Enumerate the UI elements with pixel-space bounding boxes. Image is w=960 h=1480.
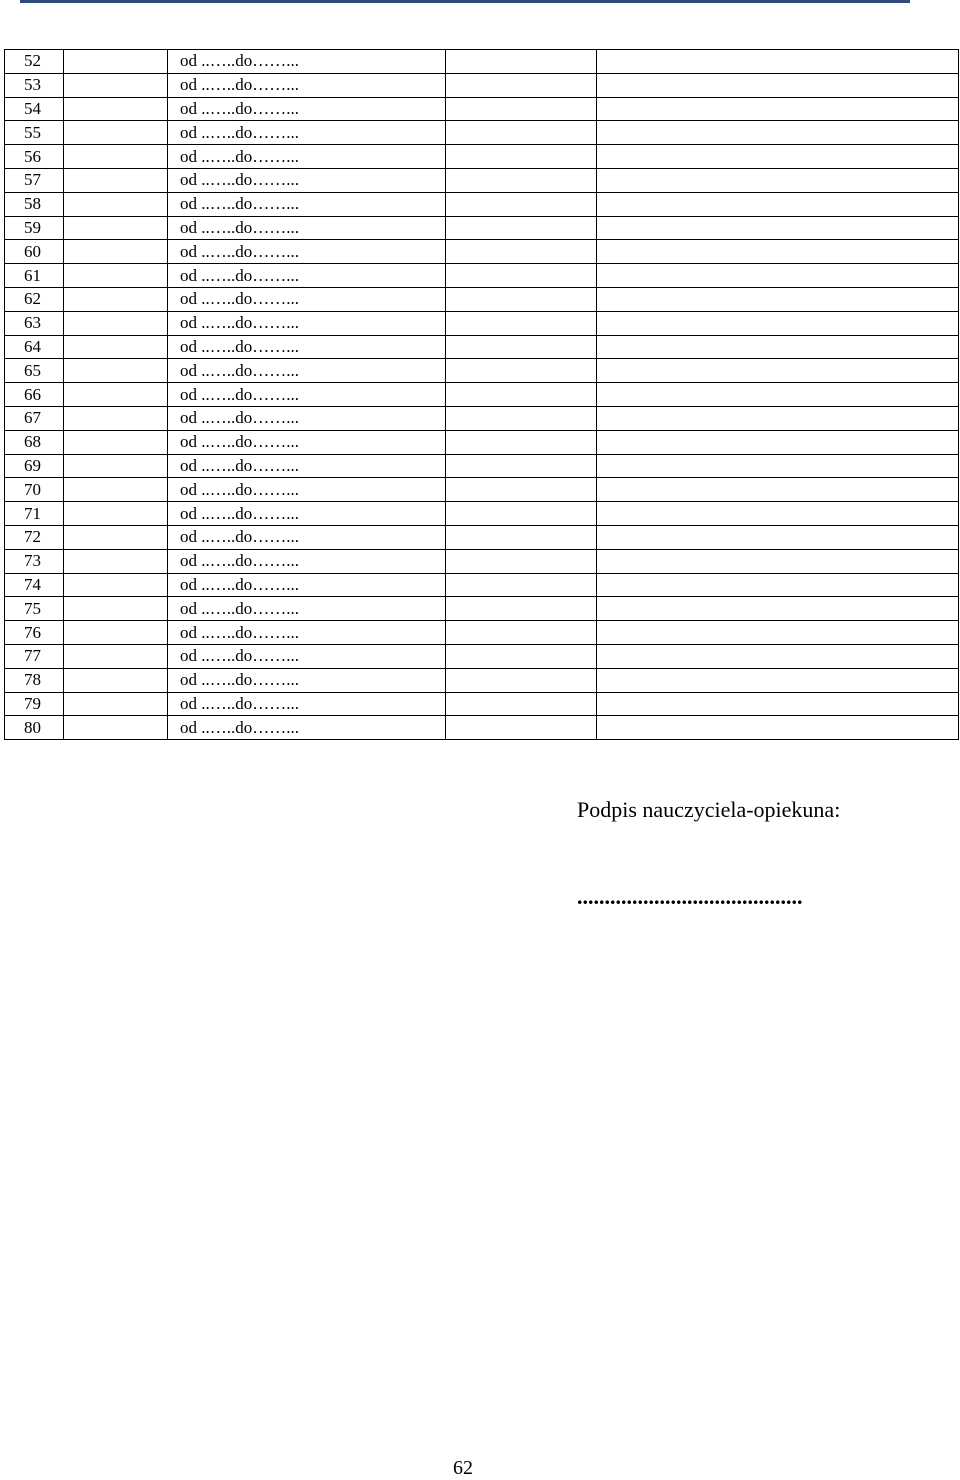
notes-cell[interactable] <box>597 192 959 216</box>
date-cell[interactable] <box>64 335 168 359</box>
table-row <box>5 406 959 430</box>
row-number: 60 <box>5 240 64 264</box>
hours-cell[interactable] <box>446 502 597 526</box>
table-row <box>5 597 959 621</box>
time-range-cell[interactable]: od ..…..do……... <box>168 716 446 740</box>
notes-cell[interactable] <box>597 716 959 740</box>
notes-cell[interactable] <box>597 145 959 169</box>
row-number: 80 <box>5 716 64 740</box>
notes-cell[interactable] <box>597 287 959 311</box>
hours-cell[interactable] <box>446 668 597 692</box>
time-range-cell[interactable]: od ..…..do……... <box>168 121 446 145</box>
time-range-cell[interactable]: od ..…..do……... <box>168 383 446 407</box>
hours-cell[interactable] <box>446 573 597 597</box>
row-number: 78 <box>5 668 64 692</box>
notes-cell[interactable] <box>597 311 959 335</box>
table-row <box>5 621 959 645</box>
date-cell[interactable] <box>64 716 168 740</box>
time-range-cell[interactable]: od ..…..do……... <box>168 145 446 169</box>
table-row <box>5 311 959 335</box>
notes-cell[interactable] <box>597 121 959 145</box>
time-range-cell[interactable]: od ..…..do……... <box>168 216 446 240</box>
row-number: 69 <box>5 454 64 478</box>
table-row <box>5 145 959 169</box>
date-cell[interactable] <box>64 454 168 478</box>
table-row <box>5 121 959 145</box>
hours-cell[interactable] <box>446 716 597 740</box>
table-row <box>5 573 959 597</box>
date-cell[interactable] <box>64 311 168 335</box>
hours-cell[interactable] <box>446 597 597 621</box>
row-number: 64 <box>5 335 64 359</box>
notes-cell[interactable] <box>597 549 959 573</box>
notes-cell[interactable] <box>597 668 959 692</box>
table-row <box>5 192 959 216</box>
hours-cell[interactable] <box>446 621 597 645</box>
hours-cell[interactable] <box>446 145 597 169</box>
time-range-cell[interactable]: od ..…..do……... <box>168 454 446 478</box>
row-number: 76 <box>5 621 64 645</box>
table-row <box>5 240 959 264</box>
signature-label: Podpis nauczyciela-opiekuna: <box>577 797 841 822</box>
date-cell[interactable] <box>64 430 168 454</box>
time-range-cell[interactable]: od ..…..do……... <box>168 668 446 692</box>
row-number: 55 <box>5 121 64 145</box>
time-range-cell[interactable]: od ..…..do……... <box>168 335 446 359</box>
row-number: 56 <box>5 145 64 169</box>
date-cell[interactable] <box>64 264 168 288</box>
hours-cell[interactable] <box>446 478 597 502</box>
date-cell[interactable] <box>64 383 168 407</box>
notes-cell[interactable] <box>597 50 959 74</box>
date-cell[interactable] <box>64 525 168 549</box>
notes-cell[interactable] <box>597 335 959 359</box>
row-number: 58 <box>5 192 64 216</box>
time-range-cell[interactable]: od ..…..do……... <box>168 287 446 311</box>
hours-cell[interactable] <box>446 121 597 145</box>
row-number: 59 <box>5 216 64 240</box>
date-cell[interactable] <box>64 192 168 216</box>
notes-cell[interactable] <box>597 644 959 668</box>
table-row <box>5 383 959 407</box>
hours-cell[interactable] <box>446 97 597 121</box>
row-number: 67 <box>5 406 64 430</box>
row-number: 72 <box>5 525 64 549</box>
hours-cell[interactable] <box>446 73 597 97</box>
hours-cell[interactable] <box>446 454 597 478</box>
hours-cell[interactable] <box>446 168 597 192</box>
hours-cell[interactable] <box>446 287 597 311</box>
notes-cell[interactable] <box>597 597 959 621</box>
time-range-cell[interactable]: od ..…..do……... <box>168 406 446 430</box>
date-cell[interactable] <box>64 359 168 383</box>
time-range-cell[interactable]: od ..…..do……... <box>168 621 446 645</box>
hours-cell[interactable] <box>446 383 597 407</box>
time-range-cell[interactable]: od ..…..do……... <box>168 502 446 526</box>
table-row <box>5 692 959 716</box>
time-range-cell[interactable]: od ..…..do……... <box>168 311 446 335</box>
date-cell[interactable] <box>64 406 168 430</box>
table-row <box>5 478 959 502</box>
hours-cell[interactable] <box>446 311 597 335</box>
notes-cell[interactable] <box>597 478 959 502</box>
table-row <box>5 335 959 359</box>
date-cell[interactable] <box>64 502 168 526</box>
date-cell[interactable] <box>64 573 168 597</box>
hours-cell[interactable] <box>446 525 597 549</box>
time-range-cell[interactable]: od ..…..do……... <box>168 478 446 502</box>
hours-cell[interactable] <box>446 192 597 216</box>
table-row <box>5 168 959 192</box>
row-number: 61 <box>5 264 64 288</box>
notes-cell[interactable] <box>597 359 959 383</box>
date-cell[interactable] <box>64 216 168 240</box>
time-range-cell[interactable]: od ..…..do……... <box>168 50 446 74</box>
time-range-cell[interactable]: od ..…..do……... <box>168 240 446 264</box>
hours-cell[interactable] <box>446 359 597 383</box>
time-range-cell[interactable]: od ..…..do……... <box>168 359 446 383</box>
table-row <box>5 430 959 454</box>
time-range-cell[interactable]: od ..…..do……... <box>168 692 446 716</box>
date-cell[interactable] <box>64 50 168 74</box>
table-row <box>5 216 959 240</box>
row-number: 65 <box>5 359 64 383</box>
date-cell[interactable] <box>64 621 168 645</box>
notes-cell[interactable] <box>597 216 959 240</box>
notes-cell[interactable] <box>597 73 959 97</box>
row-number: 79 <box>5 692 64 716</box>
row-number: 52 <box>5 50 64 74</box>
row-number: 53 <box>5 73 64 97</box>
time-range-cell[interactable]: od ..…..do……... <box>168 97 446 121</box>
notes-cell[interactable] <box>597 97 959 121</box>
page-number: 62 <box>453 1457 473 1479</box>
row-number: 70 <box>5 478 64 502</box>
notes-cell[interactable] <box>597 168 959 192</box>
date-cell[interactable] <box>64 478 168 502</box>
table-row <box>5 644 959 668</box>
notes-cell[interactable] <box>597 383 959 407</box>
notes-cell[interactable] <box>597 406 959 430</box>
practice-log-body <box>5 50 959 740</box>
time-range-cell[interactable]: od ..…..do……... <box>168 192 446 216</box>
table-row <box>5 549 959 573</box>
hours-cell[interactable] <box>446 335 597 359</box>
time-range-cell[interactable]: od ..…..do……... <box>168 525 446 549</box>
date-cell[interactable] <box>64 97 168 121</box>
time-range-cell[interactable]: od ..…..do……... <box>168 644 446 668</box>
hours-cell[interactable] <box>446 240 597 264</box>
hours-cell[interactable] <box>446 549 597 573</box>
table-row <box>5 668 959 692</box>
hours-cell[interactable] <box>446 264 597 288</box>
notes-cell[interactable] <box>597 502 959 526</box>
notes-cell[interactable] <box>597 573 959 597</box>
time-range-cell[interactable]: od ..…..do……... <box>168 573 446 597</box>
time-range-cell[interactable]: od ..…..do……... <box>168 168 446 192</box>
table-row <box>5 287 959 311</box>
date-cell[interactable] <box>64 145 168 169</box>
date-cell[interactable] <box>64 549 168 573</box>
notes-cell[interactable] <box>597 525 959 549</box>
row-number: 73 <box>5 549 64 573</box>
time-range-cell[interactable]: od ..…..do……... <box>168 73 446 97</box>
date-cell[interactable] <box>64 240 168 264</box>
time-range-cell[interactable]: od ..…..do……... <box>168 549 446 573</box>
signature-line: ......................................... <box>577 884 803 909</box>
time-range-cell[interactable]: od ..…..do……... <box>168 264 446 288</box>
hours-cell[interactable] <box>446 216 597 240</box>
date-cell[interactable] <box>64 287 168 311</box>
hours-cell[interactable] <box>446 406 597 430</box>
table-row <box>5 716 959 740</box>
table-row <box>5 50 959 74</box>
date-cell[interactable] <box>64 644 168 668</box>
hours-cell[interactable] <box>446 50 597 74</box>
row-number: 66 <box>5 383 64 407</box>
date-cell[interactable] <box>64 168 168 192</box>
notes-cell[interactable] <box>597 454 959 478</box>
row-number: 71 <box>5 502 64 526</box>
notes-cell[interactable] <box>597 692 959 716</box>
table-row <box>5 454 959 478</box>
row-number: 74 <box>5 573 64 597</box>
practice-log-table <box>4 49 959 740</box>
row-number: 75 <box>5 597 64 621</box>
row-number: 63 <box>5 311 64 335</box>
time-range-cell[interactable]: od ..…..do……... <box>168 430 446 454</box>
notes-cell[interactable] <box>597 430 959 454</box>
table-row <box>5 97 959 121</box>
hours-cell[interactable] <box>446 692 597 716</box>
row-number: 62 <box>5 287 64 311</box>
notes-cell[interactable] <box>597 621 959 645</box>
hours-cell[interactable] <box>446 644 597 668</box>
hours-cell[interactable] <box>446 430 597 454</box>
date-cell[interactable] <box>64 597 168 621</box>
row-number: 77 <box>5 644 64 668</box>
date-cell[interactable] <box>64 692 168 716</box>
table-row <box>5 502 959 526</box>
notes-cell[interactable] <box>597 240 959 264</box>
table-row <box>5 525 959 549</box>
date-cell[interactable] <box>64 121 168 145</box>
header-rule <box>20 0 910 3</box>
row-number: 54 <box>5 97 64 121</box>
notes-cell[interactable] <box>597 264 959 288</box>
row-number: 57 <box>5 168 64 192</box>
table-row <box>5 73 959 97</box>
table-row <box>5 359 959 383</box>
date-cell[interactable] <box>64 73 168 97</box>
row-number: 68 <box>5 430 64 454</box>
table-row <box>5 264 959 288</box>
date-cell[interactable] <box>64 668 168 692</box>
time-range-cell[interactable]: od ..…..do……... <box>168 597 446 621</box>
